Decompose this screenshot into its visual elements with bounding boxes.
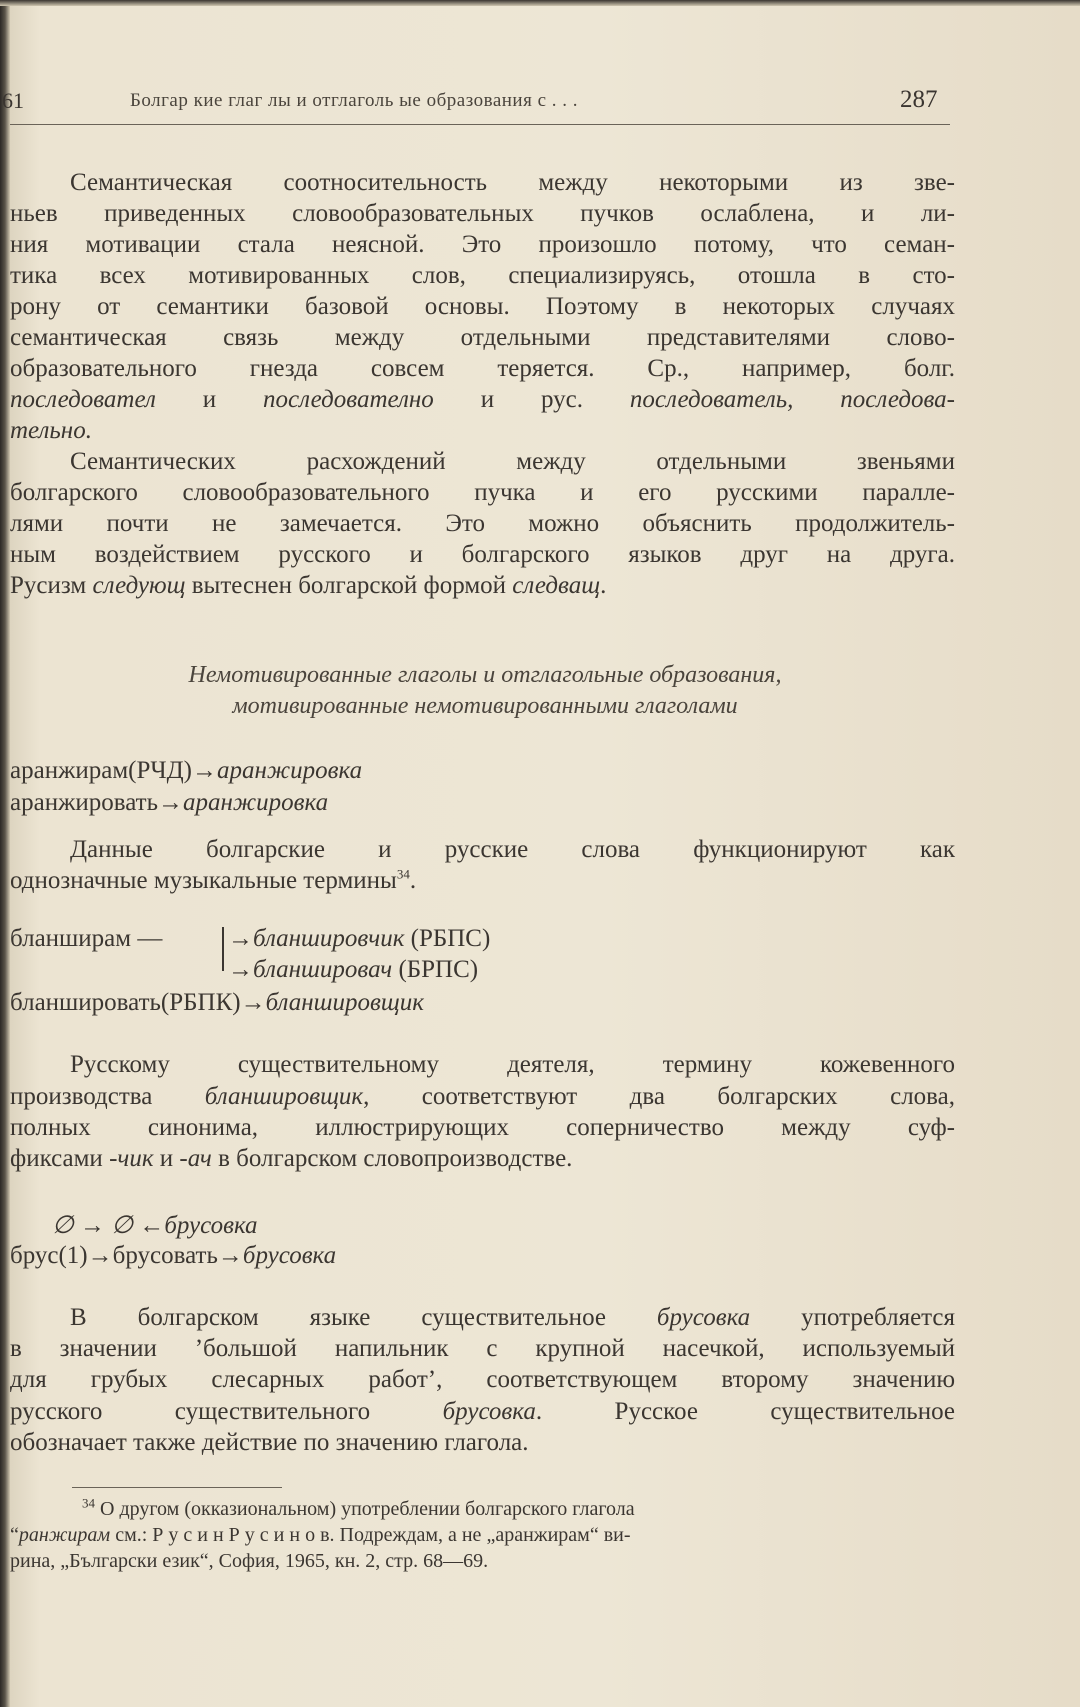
example1-line-2 — [10, 789, 328, 817]
left-page-number-fragment: 61 — [2, 88, 24, 113]
example1-line-1 — [10, 757, 362, 785]
derived-word: бланшировач — [253, 956, 393, 983]
para2-line-4: ным воздействием русского и болгарского языков друг на друга. — [10, 541, 955, 568]
verb-word: брусовать — [112, 1242, 218, 1269]
text-span: О другом (окказиональном) употреблении болгарского глагола — [95, 1498, 635, 1520]
text-span: и рус. — [433, 386, 630, 413]
para4-line-2 — [10, 1081, 955, 1112]
text-span: , соответствуют два болгарских слова, — [363, 1083, 955, 1110]
example2-line-3 — [10, 989, 424, 1017]
derived-word: аранжировка — [217, 757, 363, 784]
text-span: употребляется — [750, 1304, 955, 1331]
para1-line-4: тика всех мотивированных слов, специализируясь, отошла в сто- — [10, 262, 955, 289]
text-span: “ — [10, 1524, 19, 1546]
para3-line-1: Данные болгарские и русские слова функционируют как — [70, 836, 955, 863]
arrow-icon: → — [157, 789, 183, 816]
para1-line-8 — [10, 384, 955, 415]
page-header — [0, 86, 960, 122]
page-number: 287 — [900, 86, 938, 113]
term-sledvasht: следващ — [512, 572, 601, 599]
term-ranzhiram: ранжирам — [18, 1524, 111, 1546]
source-tag: (БРПС) — [392, 956, 479, 983]
para1-line-5: рону от семантики базовой основы. Поэтому в некоторых случаях — [10, 293, 955, 320]
para5-line-5: обозначает также действие по значению глагола. — [10, 1429, 529, 1456]
footnote-ref: 34 — [396, 866, 410, 882]
para5-line-2: в значении ’большой напильник с крупной насечкой, используемый — [10, 1335, 955, 1362]
para2-line-2: болгарского словообразовательного пучка и его русскими паралле- — [10, 479, 955, 506]
branch-bracket — [222, 927, 224, 971]
arrow-icon: → — [192, 757, 217, 784]
text-span: однозначные музыкальные термины — [10, 867, 397, 894]
term-sleduyushch: следующ — [92, 572, 186, 599]
example3-line-2 — [10, 1242, 336, 1270]
base-word: бланшировать(РБПК) — [10, 989, 241, 1016]
section-heading-line-1: Немотивированные глаголы и отглагольные образования, — [188, 662, 782, 688]
text-span: . Русское существительное — [535, 1398, 955, 1425]
text-span: . — [409, 867, 417, 894]
para1-line-1: Семантическая соотносительность между некоторыми из зве- — [70, 169, 955, 196]
para5-line-3: для грубых слесарных работ’, соответствующем второму значению — [10, 1366, 955, 1393]
base-word: аранжирам(РЧД) — [10, 757, 192, 784]
text-span: производства — [10, 1083, 205, 1110]
arrow-icon: → — [228, 925, 253, 952]
section-heading-line-2: мотивированные немотивированными глаголами — [232, 693, 738, 719]
para1-line-3: ния мотивации стала неясной. Это произошло потому, что семан- — [10, 231, 955, 258]
footnote-line-3: рина, „Български език“, София, 1965, кн. 2, стр. 68—69. — [10, 1550, 489, 1572]
para2-line-1: Семантических расхождений между отдельными звеньями — [70, 448, 955, 475]
text-span: и — [155, 386, 264, 413]
term-blanshirovshchik: бланшировщик — [204, 1083, 364, 1110]
para2-line-3: лями почти не замечается. Это можно объяснить продолжитель- — [10, 510, 955, 537]
para1-line-7: образовательного гнезда совсем теряется. Ср., например, болг. — [10, 355, 955, 382]
page-top-edge — [0, 0, 1080, 6]
base-word: бланширам — — [10, 925, 163, 952]
text-span: фиксами — [10, 1145, 110, 1172]
derived-word: бланшировчик — [253, 925, 405, 952]
text-span: и — [153, 1145, 180, 1172]
arrow-icon: → — [217, 1242, 243, 1269]
text-span: В болгарском языке существительное — [70, 1304, 657, 1331]
derived-word: брусовка — [242, 1242, 337, 1269]
text-span: в болгарском словопроизводстве. — [211, 1145, 573, 1172]
para1-line-6: семантическая связь между отдельными представителями слово- — [10, 324, 955, 351]
para1-line-9: тельно. — [10, 417, 92, 444]
text-span: . — [600, 572, 607, 599]
text-span: Русизм — [10, 572, 93, 599]
footnote-line-1 — [82, 1496, 635, 1522]
text-span: русского существительного — [10, 1398, 443, 1425]
arrow-icon: → — [87, 1242, 113, 1269]
text-span: см.: Р у с и н Р у с и н о в. Подреждам, а не „аранжирам“ ви- — [110, 1524, 631, 1546]
base-word: брус(1) — [10, 1242, 88, 1269]
header-rule — [10, 124, 950, 125]
para4-line-4 — [10, 1143, 572, 1174]
base-word: аранжировать — [10, 789, 158, 816]
footnote-rule — [72, 1487, 282, 1488]
example2-branch-2 — [228, 956, 478, 984]
derived-word: брусовка — [164, 1212, 258, 1239]
running-head: Болгар кие глаг лы и отглаголь ые образования с . . . — [130, 90, 579, 111]
para2-line-5 — [10, 570, 606, 601]
term-brusovka: брусовка — [442, 1398, 536, 1425]
term-posledovatelno: последователно — [263, 386, 434, 413]
example3-line-1 — [52, 1210, 258, 1240]
derived-word: бланшировщик — [265, 989, 424, 1016]
footnote-number: 34 — [82, 1495, 95, 1511]
term-posledovatel: последовател — [10, 386, 156, 413]
para5-line-1 — [70, 1302, 955, 1333]
suffix-ach: -ач — [179, 1145, 212, 1172]
arrow-icon: → — [240, 989, 266, 1016]
para5-line-4 — [10, 1396, 955, 1427]
para4-line-3: полных синонима, иллюстрирующих соперничество между суф- — [10, 1114, 955, 1141]
footnote-line-2 — [10, 1522, 631, 1548]
para1-line-2: ньев приведенных словообразовательных пучков ослаблена, и ли- — [10, 200, 955, 227]
null-chain: ∅ → ∅ ← — [52, 1212, 165, 1239]
example2-line-1 — [10, 925, 162, 953]
para4-line-1: Русскому существительному деятеля, термину кожевенного — [70, 1051, 955, 1078]
term-brusovka: брусовка — [656, 1304, 751, 1331]
derived-word: аранжировка — [182, 789, 329, 816]
term-posledovatel-ru: последователь, последова- — [629, 386, 955, 413]
example2-branch-1 — [228, 925, 490, 953]
source-tag: (РБПС) — [404, 925, 491, 952]
para3-line-2 — [10, 865, 416, 896]
text-span: вытеснен болгарской формой — [185, 572, 513, 599]
book-binding-shadow — [0, 0, 10, 1707]
suffix-chik: -чик — [109, 1145, 154, 1172]
arrow-icon: → — [228, 956, 253, 983]
